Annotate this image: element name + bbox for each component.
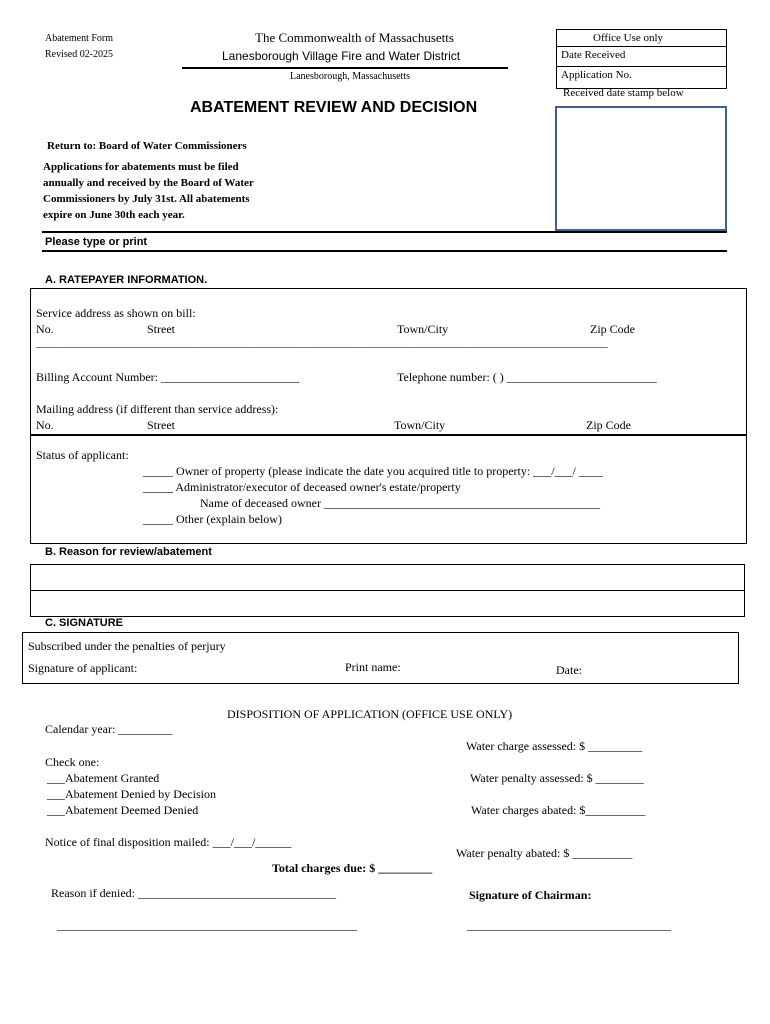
office-use-box [556, 29, 727, 89]
service-address-label: Service address as shown on bill: [36, 306, 196, 320]
reason-field-1[interactable] [30, 564, 745, 591]
filing-notice [43, 159, 254, 223]
billing-account-field[interactable]: Billing Account Number: _______________________ [36, 370, 299, 384]
reason-denied-line[interactable]: __________________________________________________ [57, 918, 357, 932]
mailing-street-label: Street [147, 418, 175, 432]
zip-code-label: Zip Code [590, 322, 635, 336]
application-no-label: Application No. [561, 69, 632, 81]
town-name: Lanesborough, Massachusetts [290, 71, 410, 82]
chairman-signature-label: Signature of Chairman: [469, 888, 592, 902]
mailing-address-label: Mailing address (if different than service address): [36, 402, 279, 416]
form-name: Abatement Form [45, 33, 114, 44]
status-other-option[interactable]: _____ Other (explain below) [143, 512, 282, 526]
date-field[interactable]: Date: [556, 663, 582, 677]
return-to: Return to: Board of Water Commissioners [47, 140, 247, 152]
mailing-town-city-label: Town/City [394, 418, 446, 432]
revised-date: Revised 02-2025 [45, 49, 114, 60]
mailing-zip-code-label: Zip Code [586, 418, 631, 432]
commonwealth-heading: The Commonwealth of Massachusetts [255, 30, 454, 45]
filing-notice-line: annually and received by the Board of Water [43, 177, 254, 189]
section-a-heading: A. RATEPAYER INFORMATION. [45, 274, 208, 286]
chairman-signature-line[interactable]: __________________________________ [467, 918, 671, 932]
total-charges-due-field[interactable]: Total charges due: $ _________ [272, 861, 433, 875]
calendar-year-field[interactable]: Calendar year: _________ [45, 722, 173, 736]
office-use-heading: Office Use only [593, 32, 664, 44]
type-or-print: Please type or print [45, 236, 148, 248]
reason-denied-field[interactable]: Reason if denied: _________________________________ [51, 886, 336, 900]
reason-field-2[interactable] [30, 590, 745, 617]
stamp-label: Received date stamp below [563, 87, 684, 99]
filing-notice-line: expire on June 30th each year. [43, 209, 185, 221]
status-owner-option[interactable]: _____ Owner of property (please indicate the date you acquired title to property: ___/___/ ____ [143, 464, 603, 478]
signature-box [22, 632, 739, 684]
telephone-field[interactable]: Telephone number: ( ) _________________________ [397, 370, 657, 384]
status-label: Status of applicant: [36, 448, 129, 462]
disposition-heading: DISPOSITION OF APPLICATION (OFFICE USE ONLY) [227, 707, 513, 721]
page-title: ABATEMENT REVIEW AND DECISION [190, 99, 478, 116]
check-one-label: Check one: [45, 755, 100, 769]
signature-field[interactable]: Signature of applicant: [28, 661, 138, 675]
water-penalty-abated-field[interactable]: Water penalty abated: $ __________ [456, 846, 633, 860]
print-name-field[interactable]: Print name: [345, 660, 401, 674]
date-stamp-area [555, 106, 727, 231]
street-label: Street [147, 322, 175, 336]
water-charge-assessed-field[interactable]: Water charge assessed: $ _________ [466, 739, 643, 753]
deceased-owner-field[interactable]: Name of deceased owner ______________________________________________ [200, 496, 600, 510]
abatement-deemed-denied-option[interactable]: ___Abatement Deemed Denied [47, 803, 199, 817]
abatement-granted-option[interactable]: ___Abatement Granted [47, 771, 160, 785]
ratepayer-info-box [30, 288, 747, 544]
filing-notice-line: Commissioners by July 31st. All abatements [43, 193, 250, 205]
mailing-no-label: No. [36, 418, 54, 432]
perjury-statement: Subscribed under the penalties of perjury [28, 639, 226, 653]
town-city-label: Town/City [397, 322, 449, 336]
water-charges-abated-field[interactable]: Water charges abated: $__________ [471, 803, 646, 817]
section-c-heading: C. SIGNATURE [45, 617, 124, 629]
header-rule [182, 67, 508, 69]
water-penalty-assessed-field[interactable]: Water penalty assessed: $ ________ [470, 771, 644, 785]
abatement-denied-decision-option[interactable]: ___Abatement Denied by Decision [47, 787, 216, 801]
notice-mailed-field[interactable]: Notice of final disposition mailed: ___/___/______ [45, 835, 292, 849]
section-b-heading: B. Reason for review/abatement [45, 546, 212, 558]
district-name: Lanesborough Village Fire and Water District [222, 49, 461, 63]
no-label: No. [36, 322, 54, 336]
date-received-label: Date Received [561, 49, 626, 61]
filing-notice-line: Applications for abatements must be filed [43, 161, 239, 173]
status-admin-option[interactable]: _____ Administrator/executor of deceased owner's estate/property [143, 480, 461, 494]
service-address-field[interactable]: ________________________________________________________________________________________________________________ [36, 337, 608, 349]
